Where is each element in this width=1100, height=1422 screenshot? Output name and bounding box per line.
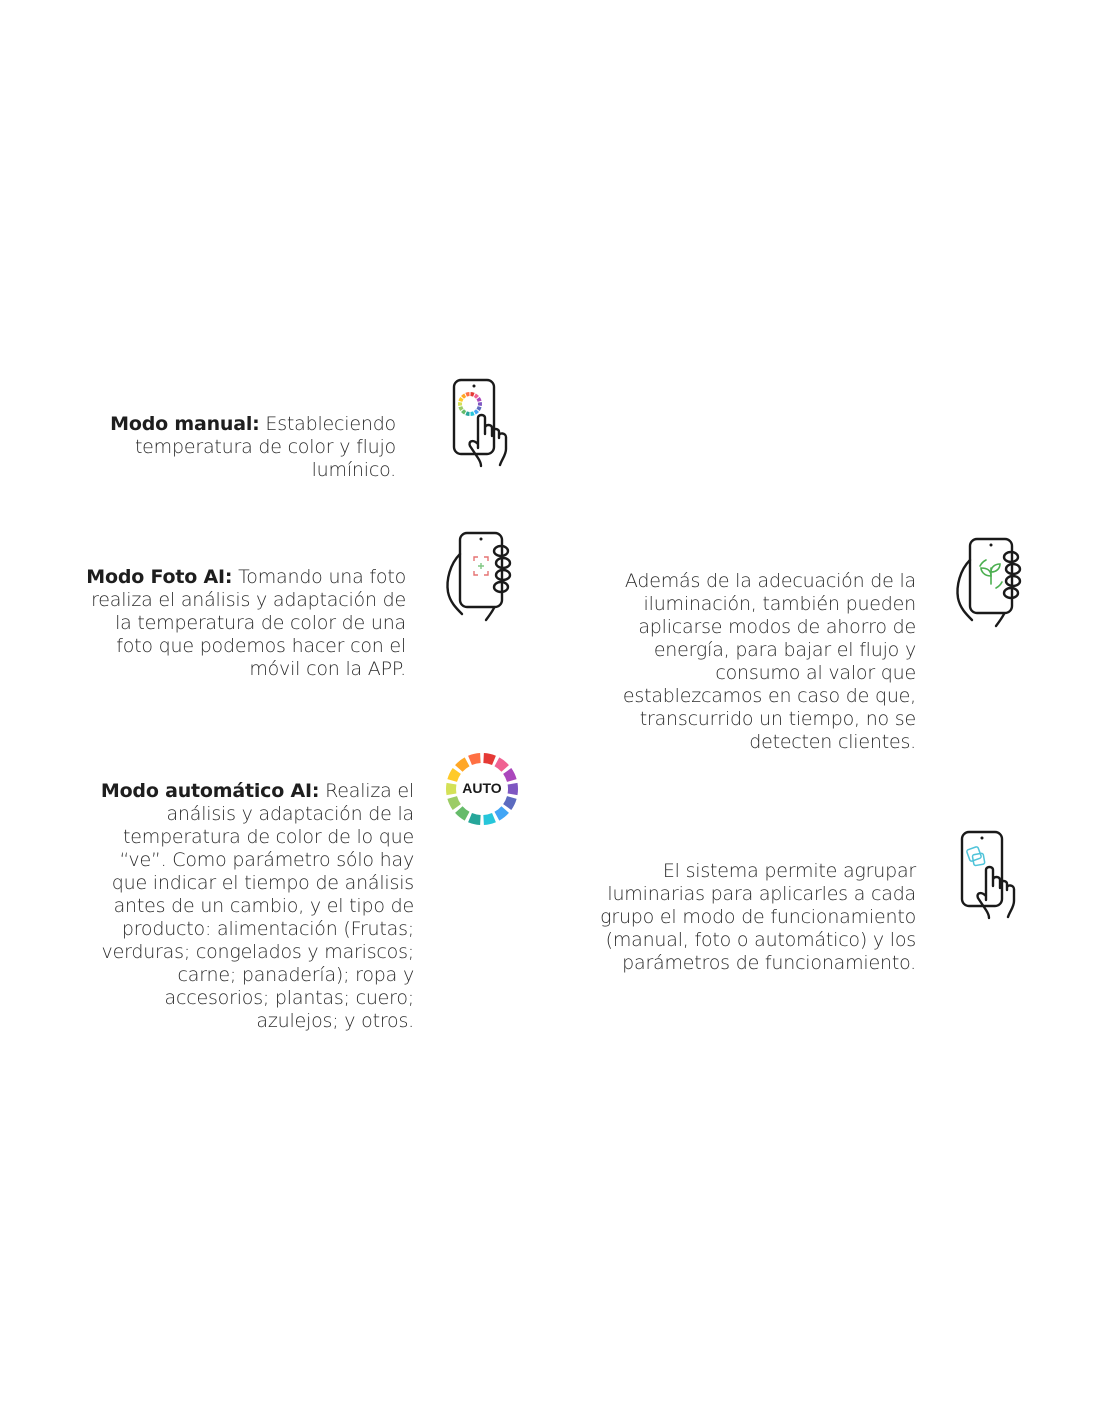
feature-manual-body: Estableciendo temperatura de color y flujo lumínico. — [134, 413, 396, 481]
feature-foto-title: Modo Foto AI: — [86, 566, 233, 588]
wheel-segment — [474, 409, 479, 414]
note-group — [584, 860, 916, 975]
wheel-segment — [477, 406, 482, 411]
hand-phone-touch-icon — [950, 830, 1024, 918]
wheel-segment — [447, 768, 460, 782]
wheel-segment — [478, 402, 482, 406]
wheel-segment — [461, 409, 466, 414]
wheel-segment — [503, 768, 516, 782]
wheel-segment — [483, 753, 496, 765]
hand-phone-camera-icon — [444, 530, 518, 622]
hand-phone-color-wheel-icon — [440, 378, 514, 466]
wheel-segment — [455, 757, 469, 771]
note-energy — [606, 570, 916, 754]
feature-auto-title: Modo automático AI: — [100, 780, 320, 802]
hand-phone-leaf-icon — [954, 536, 1028, 628]
feature-manual — [100, 413, 396, 482]
feature-manual-title: Modo manual: — [110, 413, 260, 435]
wheel-segment — [465, 411, 469, 416]
wheel-segment — [465, 392, 469, 397]
wheel-segment — [455, 806, 469, 820]
wheel-segment — [458, 402, 462, 406]
auto-color-ring-icon — [444, 751, 520, 827]
note-group-text: El sistema permite agrupar luminarias para aplicarles a cada grupo el modo de funcionamiento (manual, foto o automático) y los parámetros de funcionamiento. — [600, 860, 916, 974]
wheel-segment — [468, 753, 481, 765]
feature-foto-body: Tomando una foto realiza el análisis y adaptación de la temperatura de color de una foto que podemos hacer con el móvil con la APP. — [91, 566, 406, 680]
wheel-segment — [470, 392, 474, 397]
wheel-segment — [477, 397, 482, 402]
wheel-segment — [508, 783, 518, 795]
wheel-segment — [461, 393, 466, 398]
wheel-segment — [446, 783, 456, 795]
wheel-segment — [470, 411, 474, 416]
feature-auto-body: Realiza el análisis y adaptación de la temperatura de color de lo que “ve”. Como parámetro sólo hay que indicar el tiempo de análisis antes de un cambio, y el tipo de producto: alimentación (Frutas; verduras; congelados y mariscos; carne; panadería); ropa y accesorios; plantas; cuero; azulejos; y otros. — [101, 780, 414, 1032]
wheel-segment — [483, 813, 496, 825]
wheel-segment — [468, 813, 481, 825]
wheel-segment — [458, 397, 463, 402]
wheel-segment — [494, 757, 508, 771]
wheel-segment — [474, 393, 479, 398]
note-energy-text: Además de la adecuación de la iluminación, también pueden aplicarse modos de ahorro de energía, para bajar el flujo y consumo al valor que establezcamos en caso de que, transcurrido un tiempo, no se detecten clientes. — [622, 570, 916, 753]
auto-badge: AUTO — [462, 780, 502, 796]
wheel-segment — [494, 806, 508, 820]
feature-auto — [90, 780, 414, 1033]
feature-foto — [84, 566, 406, 681]
wheel-segment — [458, 406, 463, 411]
wheel-segment — [503, 796, 516, 810]
wheel-segment — [447, 796, 460, 810]
